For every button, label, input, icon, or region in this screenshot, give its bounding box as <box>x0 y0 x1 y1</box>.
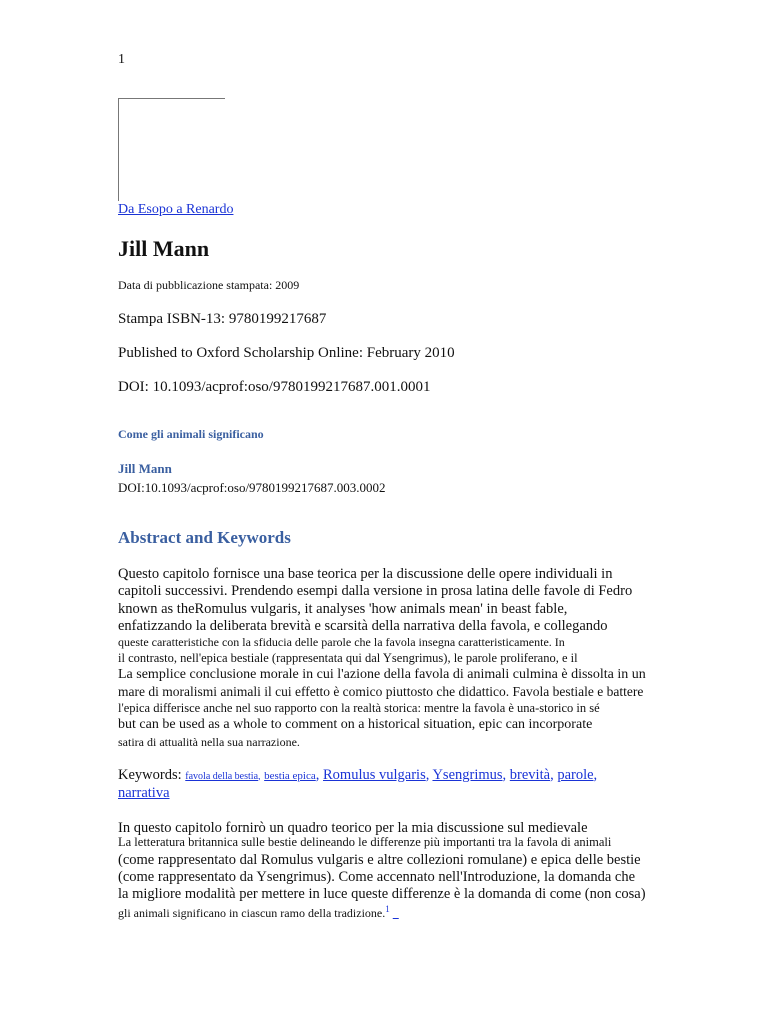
abstract-line: La semplice conclusione morale in cui l'azione della favola di animali culmina è dissolta in un <box>118 667 646 682</box>
keyword-link[interactable]: Ysengrimus <box>432 767 503 783</box>
abstract-line: l'epica differisce anche nel suo rapporto con la realtà storica: mentre la favola è una-storico in sé <box>118 701 600 715</box>
keyword-link[interactable]: parole <box>557 767 594 783</box>
book-title-link[interactable] <box>118 202 255 218</box>
body-line: (come rappresentato da Ysengrimus). Come accennato nell'Introduzione, la domanda che <box>118 869 636 885</box>
keyword-link[interactable]: brevità <box>509 767 551 783</box>
body-line-last <box>118 905 399 919</box>
footnote-link[interactable]: 1 <box>385 904 390 914</box>
keywords-line-2 <box>118 786 170 801</box>
page-number: 1 <box>118 52 125 67</box>
print-date: Data di pubblicazione stampata: 2009 <box>118 278 300 292</box>
keyword-link[interactable]: bestia epica <box>264 770 316 782</box>
footnote-anchor[interactable] <box>393 906 399 920</box>
keyword-link[interactable]: narrativa <box>118 785 170 801</box>
body-line: gli animali significano in ciascun ramo della tradizione. <box>118 906 386 920</box>
abstract-line: capitoli successivi. Prendendo esempi dalla versione in prosa latina delle favole di Fedro <box>118 583 633 599</box>
abstract-line: but can be used as a whole to comment on a historical situation, epic can incorporate <box>118 717 593 732</box>
book-cover-image-placeholder <box>118 98 225 201</box>
chapter-doi: DOI:10.1093/acprof:oso/9780199217687.003.0002 <box>118 480 386 495</box>
abstract-line: mare di moralismi animali il cui effetto è comico piuttosto che didattico. Favola bestiale e battere <box>118 684 644 699</box>
chapter-author: Jill Mann <box>118 461 172 476</box>
abstract-line: queste caratteristiche con la sfiducia delle parole che la favola insegna caratteristicamente. In <box>118 635 565 649</box>
abstract-line: known as theRomulus vulgaris, it analyses 'how animals mean' in beast fable, <box>118 601 568 617</box>
book-doi: DOI: 10.1093/acprof:oso/9780199217687.001.0001 <box>118 379 431 395</box>
book-author: Jill Mann <box>118 236 210 261</box>
body-line: La letteratura britannica sulle bestie delineando le differenze più importanti tra la favola di animali <box>118 835 612 849</box>
body-line: In questo capitolo fornirò un quadro teorico per la mia discussione sul medievale <box>118 820 588 836</box>
keywords-line: Keywords: favola della bestia, bestia epica, Romulus vulgaris, Ysengrimus, brevità, parole, <box>118 767 598 783</box>
abstract-line: il contrasto, nell'epica bestiale (rappresentata qui dal Ysengrimus), le parole proliferano, e il <box>118 651 578 665</box>
print-isbn: Stampa ISBN-13: 9780199217687 <box>118 311 327 327</box>
abstract-line: satira di attualità nella sua narrazione. <box>118 735 300 749</box>
book-title-link-text[interactable]: Da Esopo a Renardo <box>118 202 234 217</box>
body-line: (come rappresentato dal Romulus vulgaris e altre collezioni romulane) e epica delle bestie <box>118 852 641 868</box>
abstract-heading: Abstract and Keywords <box>118 528 291 547</box>
keywords-label: Keywords: <box>118 767 182 783</box>
abstract-line: Questo capitolo fornisce una base teorica per la discussione delle opere individuali in <box>118 566 613 582</box>
chapter-title: Come gli animali significano <box>118 427 264 441</box>
keyword-link[interactable]: favola della bestia <box>185 771 259 782</box>
online-published-date: Published to Oxford Scholarship Online: February 2010 <box>118 345 455 361</box>
abstract-line: enfatizzando la deliberata brevità e scarsità della narrativa della favola, e collegando <box>118 618 608 634</box>
body-line: la migliore modalità per mettere in luce queste differenze è la domanda di come (non cosa) <box>118 886 646 902</box>
keyword-link[interactable]: Romulus vulgaris <box>323 767 426 783</box>
